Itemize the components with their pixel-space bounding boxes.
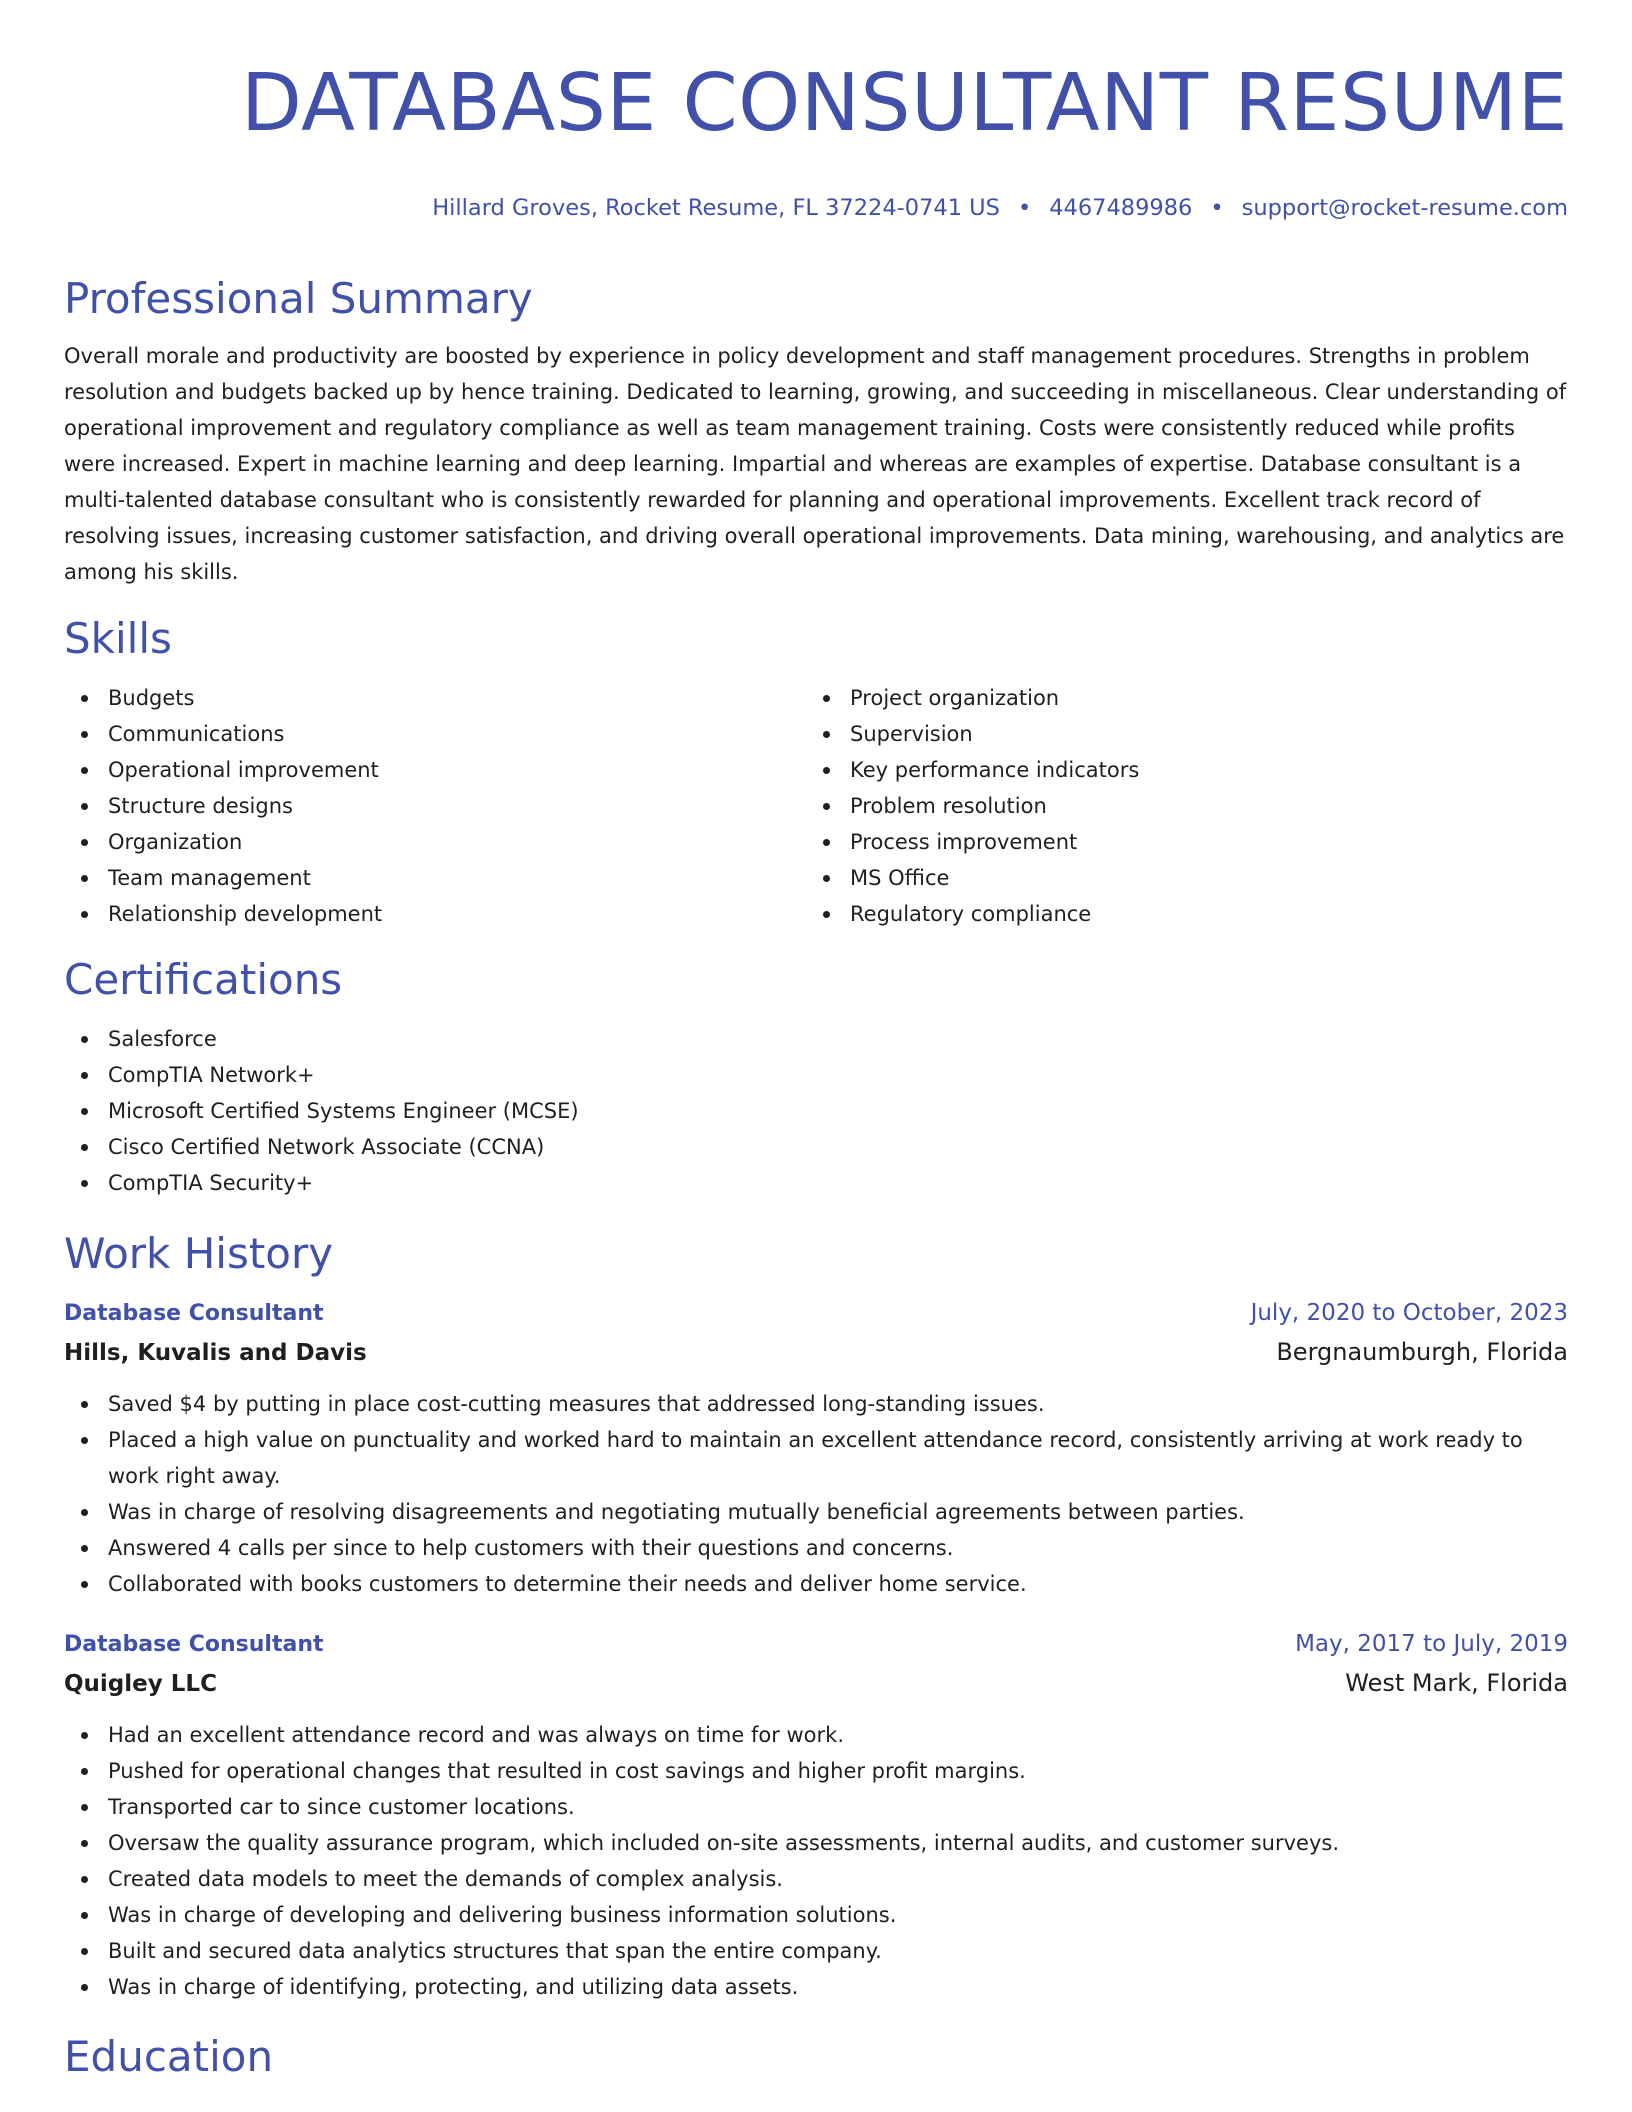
skill-item: MS Office <box>806 860 1548 896</box>
skill-item: Supervision <box>806 716 1548 752</box>
job-subheader <box>64 1332 1568 1373</box>
job-location: Bergnaumburgh, Florida <box>1276 1338 1568 1366</box>
skills-heading: Skills <box>64 614 172 663</box>
skills-list <box>64 680 1568 932</box>
job-header <box>64 1295 1568 1332</box>
skill-item: Communications <box>64 716 806 752</box>
certifications-heading: Certifications <box>64 955 343 1004</box>
contact-separator: • <box>1017 195 1032 221</box>
job-company: Quigley LLC <box>64 1671 217 1697</box>
skill-item: Process improvement <box>806 824 1548 860</box>
certification-item: CompTIA Security+ <box>64 1165 1568 1201</box>
summary-text: Overall morale and productivity are boosted by experience in policy development and staff management procedures. Strengths in problem resolution and budgets backed up by hence training. Dedicated to learning, growing, and succeeding in miscellaneous. Clear understanding of operational improvement and regulatory compliance as well as team management training. Costs were consistently reduced while profits were increased. Expert in machine learning and deep learning. Impartial and whereas are examples of expertise. Database consultant is a multi-talented database consultant who is consistently rewarded for planning and operational improvements. Excellent track record of resolving issues, increasing customer satisfaction, and driving overall operational improvements. Data mining, warehousing, and analytics are among his skills. <box>64 344 1567 584</box>
job-duty: Created data models to meet the demands of complex analysis. <box>64 1861 1568 1897</box>
job-title: Database Consultant <box>64 1301 324 1326</box>
job-duty: Collaborated with books customers to determine their needs and deliver home service. <box>64 1566 1568 1602</box>
job-duty: Was in charge of identifying, protecting, and utilizing data assets. <box>64 1969 1568 2005</box>
certification-item: Cisco Certified Network Associate (CCNA) <box>64 1129 1568 1165</box>
skill-item: Regulatory compliance <box>806 896 1548 932</box>
job-title: Database Consultant <box>64 1632 324 1657</box>
job-duties <box>64 1717 1568 2005</box>
job-duty: Answered 4 calls per since to help customers with their questions and concerns. <box>64 1530 1568 1566</box>
resume-title: DATABASE CONSULTANT RESUME <box>241 57 1568 149</box>
job-duty: Was in charge of resolving disagreements and negotiating mutually beneficial agreements between parties. <box>64 1494 1568 1530</box>
contact-line <box>64 193 1568 223</box>
contact-separator: • <box>1210 195 1224 221</box>
job-duties <box>64 1386 1568 1602</box>
skill-item: Operational improvement <box>64 752 806 788</box>
certification-item: CompTIA Network+ <box>64 1057 1568 1093</box>
skill-item: Team management <box>64 860 806 896</box>
skill-item: Structure designs <box>64 788 806 824</box>
job-duty: Placed a high value on punctuality and worked hard to maintain an excellent attendance record, consistently arriving at work ready to work right away. <box>64 1422 1568 1494</box>
contact-address: Hillard Groves, Rocket Resume, FL 37224-0741 US <box>432 195 1000 221</box>
education-heading: Education <box>64 2032 274 2081</box>
job-duty: Saved $4 by putting in place cost-cutting measures that addressed long-standing issues. <box>64 1386 1568 1422</box>
skill-item: Organization <box>64 824 806 860</box>
job-duty: Had an excellent attendance record and was always on time for work. <box>64 1717 1568 1753</box>
certification-item: Salesforce <box>64 1021 1568 1057</box>
skills-column-right <box>806 680 1548 932</box>
job-duty: Pushed for operational changes that resulted in cost savings and higher profit margins. <box>64 1753 1568 1789</box>
job-entry <box>64 1295 1568 1602</box>
skill-item: Budgets <box>64 680 806 716</box>
skill-item: Project organization <box>806 680 1548 716</box>
skill-item: Problem resolution <box>806 788 1548 824</box>
job-dates: May, 2017 to July, 2019 <box>1295 1631 1568 1657</box>
skill-item: Key performance indicators <box>806 752 1548 788</box>
job-duty: Was in charge of developing and delivering business information solutions. <box>64 1897 1568 1933</box>
job-entry <box>64 1626 1568 2005</box>
job-dates: July, 2020 to October, 2023 <box>1250 1300 1568 1326</box>
certifications-list <box>64 1021 1568 1201</box>
work-history-heading: Work History <box>64 1229 334 1278</box>
job-subheader <box>64 1663 1568 1704</box>
job-location: West Mark, Florida <box>1345 1669 1568 1697</box>
skills-column-left <box>64 680 806 932</box>
summary-heading: Professional Summary <box>64 274 533 323</box>
contact-email[interactable]: support@rocket-resume.com <box>1241 195 1568 221</box>
job-duty: Oversaw the quality assurance program, which included on-site assessments, internal audits, and customer surveys. <box>64 1825 1568 1861</box>
job-duty: Built and secured data analytics structures that span the entire company. <box>64 1933 1568 1969</box>
job-company: Hills, Kuvalis and Davis <box>64 1340 367 1366</box>
skill-item: Relationship development <box>64 896 806 932</box>
job-duty: Transported car to since customer locations. <box>64 1789 1568 1825</box>
contact-phone: 4467489986 <box>1049 195 1193 221</box>
certification-item: Microsoft Certified Systems Engineer (MCSE) <box>64 1093 1568 1129</box>
job-header <box>64 1626 1568 1663</box>
